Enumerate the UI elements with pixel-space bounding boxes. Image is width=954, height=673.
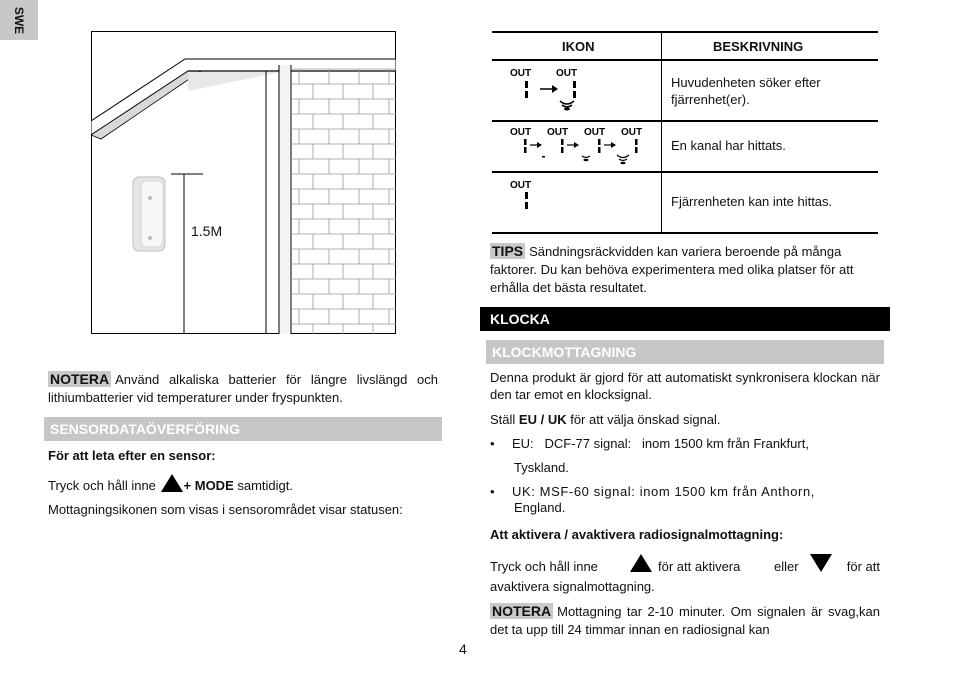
height-label: 1.5M [191, 223, 223, 239]
activate-mid: för att aktivera [658, 559, 741, 574]
up-arrow-icon [160, 473, 184, 493]
section-heading-clock: KLOCKA [480, 307, 890, 331]
activate-suffix: för att [846, 559, 880, 574]
uk-signal-line: UK: MSF-60 signal: inom 1500 km från Anthorn, [512, 484, 816, 499]
clock-intro: Denna produkt är gjord för att automatiskt synkronisera klockan när den tar emot en klocksignal. [490, 370, 880, 402]
tips-note [490, 242, 880, 297]
svg-text:OUT: OUT [510, 68, 532, 79]
svg-text:OUT: OUT [556, 68, 578, 79]
down-arrow-icon [809, 553, 833, 573]
svg-text:OUT: OUT [510, 180, 532, 191]
column-header-description: BESKRIVNING [713, 39, 804, 54]
up-arrow-icon [629, 553, 653, 573]
reception-note-text: Mottagning tar 2-10 minuter. Om signalen är svag,kan det ta upp till 24 timmar innan en radiosignal kan [490, 604, 880, 637]
activate-instruction [490, 551, 880, 575]
row-description-channel-found: En kanal har hittats. [671, 138, 786, 153]
activate-line-2: avaktivera signalmottagning. [490, 579, 655, 594]
svg-text:OUT: OUT [584, 127, 606, 138]
set-suffix: för att välja önskad signal. [570, 412, 721, 427]
icon-table [492, 31, 878, 236]
activate-or: eller [774, 559, 799, 574]
language-tab [0, 0, 38, 40]
svg-text:OUT: OUT [547, 127, 569, 138]
column-header-icon: IKON [562, 39, 595, 54]
language-tab-label: SWE [12, 6, 27, 34]
channel-found-icon [506, 125, 662, 167]
status-description: Mottagningsikonen som visas i sensorområdet visar statusen: [48, 502, 403, 517]
activate-prefix: Tryck och håll inne [490, 559, 598, 574]
signal-list [490, 435, 880, 519]
eu-signal-country: Tyskland. [514, 460, 569, 475]
activate-heading: Att aktivera / avaktivera radiosignalmottagning: [490, 527, 784, 542]
uk-signal-country: England. [514, 500, 566, 515]
mode-button-label: + MODE [183, 478, 234, 493]
reception-note [490, 602, 880, 639]
subsection-heading-clock-reception: KLOCKMOTTAGNING [486, 340, 884, 364]
searching-signal-icon [506, 65, 656, 115]
eu-signal-line: EU: DCF-77 signal: inom 1500 km från Frankfurt, [512, 436, 809, 451]
sensor-placement-illustration [91, 31, 396, 334]
eu-uk-switch-label: EU / UK [518, 412, 567, 427]
svg-text:OUT: OUT [510, 127, 532, 138]
battery-note [48, 370, 438, 407]
note-label: NOTERA [50, 371, 110, 387]
battery-note-text: Använd alkaliska batterier för längre livslängd och lithiumbatterier vid temperaturer under fryspunkten. [48, 372, 438, 405]
hold-instruction-suffix: samtidigt. [237, 478, 294, 493]
row-description-searching: Huvudenheten söker efter fjärrenhet(er). [671, 75, 821, 107]
list-item: • EU: DCF-77 signal: inom 1500 km från Frankfurt, Tyskland. [490, 436, 809, 475]
tips-text: Sändningsräckvidden kan variera beroende på många faktorer. Du kan behöva experimentera med olika platser för att erhålla det bästa resultatet. [490, 244, 854, 295]
note-label: NOTERA [492, 603, 552, 619]
tips-label: TIPS [492, 243, 524, 259]
row-description-not-found: Fjärrenheten kan inte hittas. [671, 194, 833, 209]
page-number: 4 [459, 641, 467, 657]
hold-instruction [48, 473, 438, 497]
find-sensor-heading: För att leta efter en sensor: [48, 448, 216, 463]
set-prefix: Ställ [490, 412, 516, 427]
list-item: • UK: MSF-60 signal: inom 1500 km från Anthorn, England. [490, 484, 816, 515]
section-heading-sensor-transfer: SENSORDATAÖVERFÖRING [44, 417, 442, 441]
remote-not-found-icon [506, 177, 566, 217]
svg-text:OUT: OUT [621, 127, 643, 138]
signal-select-instruction [490, 411, 880, 428]
hold-instruction-prefix: Tryck och håll inne [48, 478, 156, 493]
